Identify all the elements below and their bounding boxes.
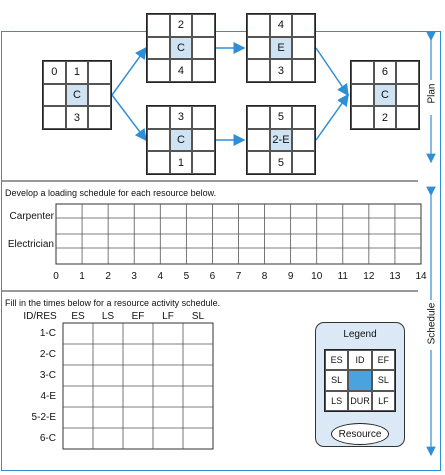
node-cell: 3 — [170, 106, 193, 129]
node-cell — [192, 151, 215, 174]
activity-row-label: 5-2-E — [31, 412, 56, 423]
node-cell — [351, 84, 374, 107]
legend-cell: ID — [348, 350, 371, 370]
arrow-bot2-end — [316, 95, 348, 140]
activity-row-label: 1-C — [39, 328, 56, 339]
node-cell — [292, 151, 315, 174]
activity-header: SL — [191, 311, 205, 322]
legend — [315, 322, 405, 447]
axis-tick-label: 3 — [131, 271, 137, 282]
node-cell: C — [170, 37, 193, 60]
activity-row-label: 6-C — [39, 433, 56, 444]
activity-header: LF — [162, 311, 174, 322]
legend-node — [324, 349, 396, 412]
schedule-label: Schedule — [426, 302, 438, 345]
node-cell — [43, 84, 66, 107]
legend-cell: SL — [325, 370, 348, 390]
node-cell — [147, 37, 170, 60]
arrow-top2-end — [316, 48, 348, 95]
node-cell: 0 — [43, 61, 66, 84]
node-cell — [396, 106, 419, 129]
axis-tick-label: 12 — [363, 271, 375, 282]
axis-tick-label: 11 — [337, 271, 348, 282]
node-cell — [147, 151, 170, 174]
node-cell — [88, 84, 111, 107]
node-cell — [192, 59, 215, 82]
axis-tick-label: 8 — [261, 271, 268, 282]
node-cell — [192, 106, 215, 129]
node-cell: 5 — [270, 106, 293, 129]
axis-tick-label: 6 — [209, 271, 216, 282]
node-cell — [43, 106, 66, 129]
axis-tick-label: 4 — [157, 271, 164, 282]
activity-table — [63, 323, 213, 449]
node-cell — [147, 106, 170, 129]
loading-instruction: Develop a loading schedule for each resource below. — [5, 188, 217, 198]
legend-cell: DUR — [348, 391, 371, 411]
legend-title: Legend — [343, 329, 377, 340]
axis-tick-label: 9 — [287, 271, 294, 282]
activity-row-label: 2-C — [39, 349, 56, 360]
node-cell — [351, 106, 374, 129]
node-cell — [192, 14, 215, 37]
node-cell: C — [66, 84, 89, 107]
node-cell: 1 — [66, 61, 89, 84]
node-top-1 — [146, 13, 216, 83]
node-cell: 2-E — [270, 129, 293, 152]
legend-cell: LF — [372, 391, 395, 411]
legend-cell: SL — [372, 370, 395, 390]
node-cell — [351, 61, 374, 84]
node-cell — [247, 106, 270, 129]
node-cell — [396, 61, 419, 84]
node-cell — [292, 129, 315, 152]
node-cell — [88, 61, 111, 84]
node-cell — [292, 59, 315, 82]
node-cell — [147, 129, 170, 152]
node-cell: 3 — [66, 106, 89, 129]
resource-electrician: Electrician — [7, 239, 54, 250]
node-cell: C — [374, 84, 397, 107]
loading-grid — [56, 204, 421, 264]
activity-header: EF — [131, 311, 145, 322]
node-cell: 5 — [270, 151, 293, 174]
legend-cell: EF — [372, 350, 395, 370]
axis-tick-label: 5 — [183, 271, 190, 282]
axis-tick-label: 0 — [53, 271, 59, 282]
node-cell — [247, 14, 270, 37]
node-cell — [292, 106, 315, 129]
node-bottom-2 — [246, 105, 316, 175]
node-cell — [192, 37, 215, 60]
node-cell: 6 — [374, 61, 397, 84]
legend-cell: LS — [325, 391, 348, 411]
node-end — [350, 60, 420, 130]
activity-header: LS — [101, 311, 115, 322]
node-bottom-1 — [146, 105, 216, 175]
legend-cell: ES — [325, 350, 348, 370]
node-cell: 2 — [170, 14, 193, 37]
node-cell — [147, 59, 170, 82]
node-cell: E — [270, 37, 293, 60]
node-cell — [292, 37, 315, 60]
activity-header: ES — [71, 311, 85, 322]
legend-resource-oval: Resource — [331, 423, 389, 445]
node-cell — [247, 59, 270, 82]
node-cell: 3 — [270, 59, 293, 82]
node-cell: 2 — [374, 106, 397, 129]
node-cell — [147, 14, 170, 37]
activity-row-label: 4-E — [40, 391, 56, 402]
node-cell: 1 — [170, 151, 193, 174]
axis-tick-label: 14 — [415, 271, 427, 282]
legend-cell — [348, 370, 371, 390]
node-cell — [247, 129, 270, 152]
activity-row-label: 3-C — [39, 370, 56, 381]
axis-tick-label: 10 — [311, 271, 323, 282]
arrow-start-bot1 — [112, 95, 146, 140]
node-cell — [247, 151, 270, 174]
node-cell — [292, 14, 315, 37]
node-top-2 — [246, 13, 316, 83]
node-cell: C — [170, 129, 193, 152]
axis-tick-label: 2 — [105, 271, 111, 282]
activity-instruction: Fill in the times below for a resource activity schedule. — [5, 298, 221, 308]
axis-tick-label: 1 — [79, 271, 85, 282]
axis-tick-label: 13 — [389, 271, 401, 282]
axis-tick-label: 7 — [235, 271, 242, 282]
arrow-start-top1 — [112, 48, 146, 95]
node-cell: 4 — [170, 59, 193, 82]
activity-header: ID/RES — [23, 311, 57, 322]
node-start — [42, 60, 112, 130]
plan-label: Plan — [426, 83, 438, 104]
node-cell — [88, 106, 111, 129]
resource-carpenter: Carpenter — [9, 211, 54, 222]
node-cell — [247, 37, 270, 60]
node-cell — [192, 129, 215, 152]
node-cell: 4 — [270, 14, 293, 37]
node-cell — [396, 84, 419, 107]
